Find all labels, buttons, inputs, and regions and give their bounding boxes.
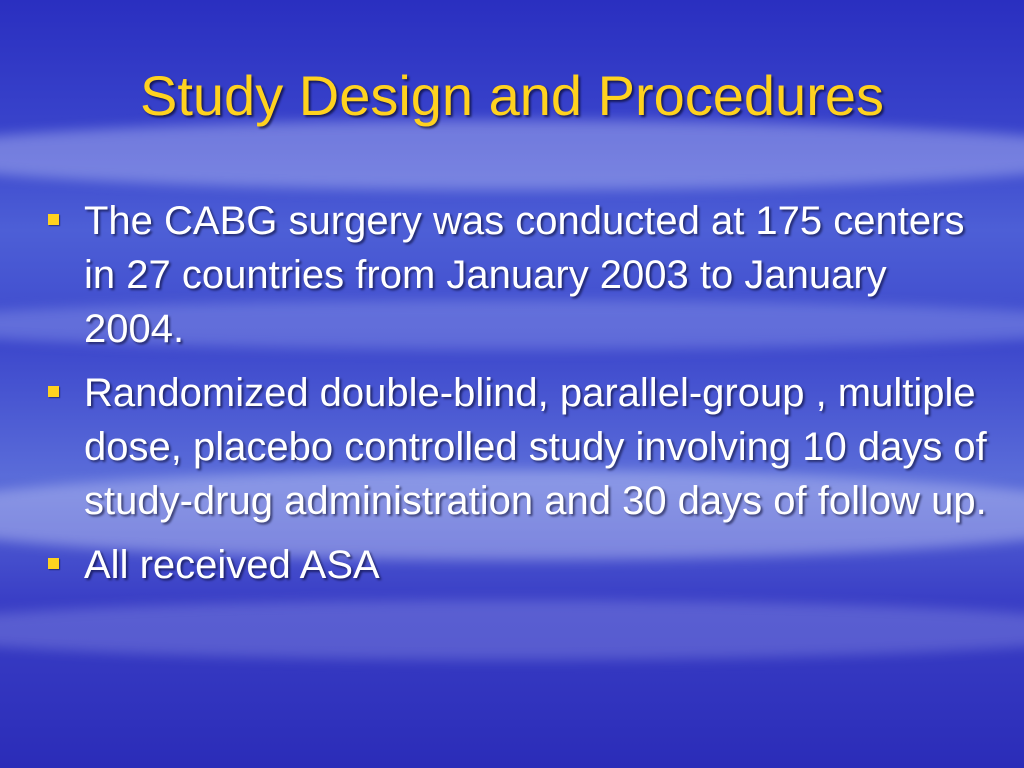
square-bullet-icon [48,558,59,569]
background-cloud-band [0,600,1024,660]
bullet-item [48,366,994,528]
bullet-text: Randomized double-blind, parallel-group , multiple dose, placebo controlled study involving 10 days of study-drug administration and 30 days of follow up. [84,371,987,523]
square-bullet-icon [48,386,59,397]
bullet-list [48,194,994,602]
bullet-text: All received ASA [84,543,380,587]
square-bullet-icon [48,214,59,225]
bullet-item [48,538,994,592]
slide-title: Study Design and Procedures [140,64,884,127]
bullet-item [48,194,994,356]
background-cloud-band [0,120,1024,190]
bullet-text: The CABG surgery was conducted at 175 centers in 27 countries from January 2003 to January 2004. [84,199,965,351]
